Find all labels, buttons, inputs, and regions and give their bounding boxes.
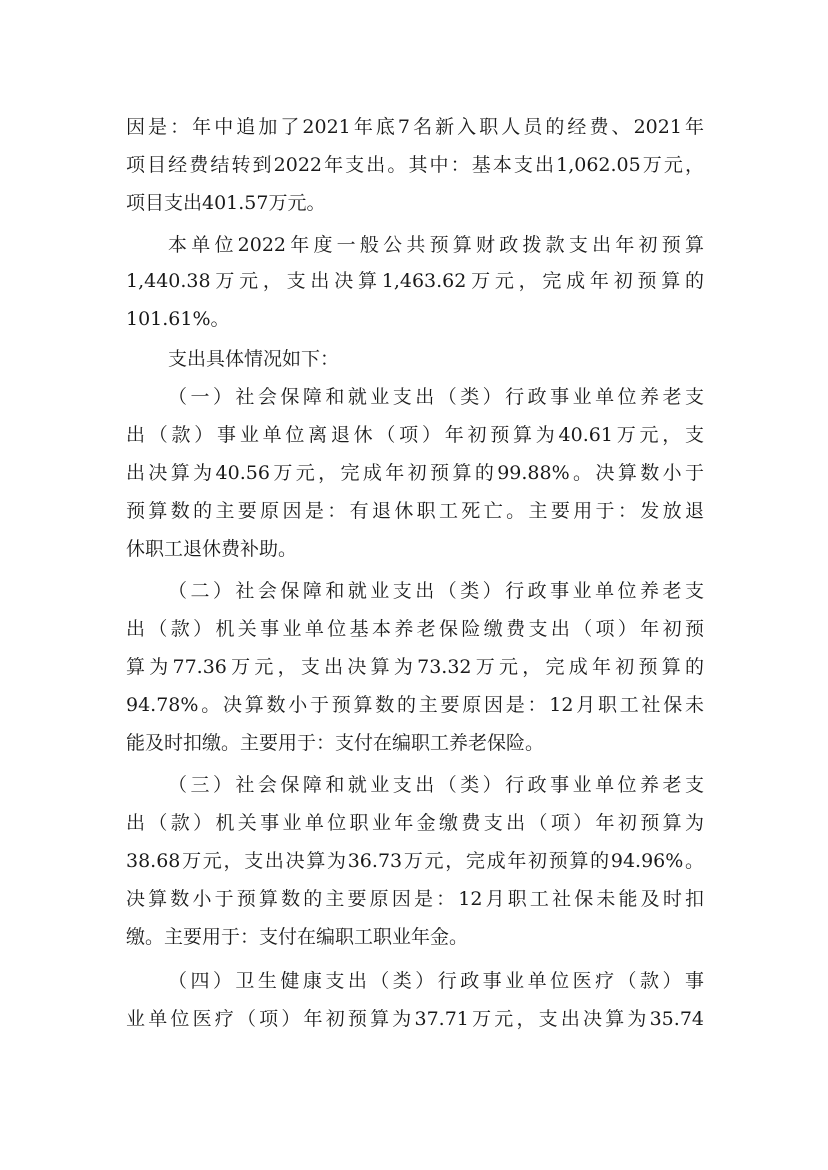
text-line-21: 决算数小于预算数的主要原因是：12月职工社保未能及时扣 [126, 888, 704, 910]
text-line-14: 出（款）机关事业单位基本养老保险缴费支出（项）年初预 [126, 618, 704, 640]
text-line-10: 出决算为40.56万元，完成年初预算的99.88%。决算数小于 [126, 462, 704, 484]
text-line-20: 38.68万元，支出决算为36.73万元，完成年初预算的94.96%。 [126, 850, 704, 872]
text-line-7: 支出具体情况如下： [168, 348, 340, 370]
text-line-1: 因是：年中追加了2021年底7名新入职人员的经费、2021年 [126, 116, 704, 138]
text-line-13: （二）社会保障和就业支出（类）行政事业单位养老支 [168, 580, 704, 602]
text-line-12: 休职工退休费补助。 [126, 538, 298, 560]
text-line-2: 项目经费结转到2022年支出。其中：基本支出1,062.05万元， [126, 154, 704, 176]
text-line-23: （四）卫生健康支出（类）行政事业单位医疗（款）事 [168, 970, 704, 992]
text-line-4: 本单位2022年度一般公共预算财政拨款支出年初预算 [168, 234, 704, 256]
text-line-15: 算为77.36万元，支出决算为73.32万元，完成年初预算的 [126, 656, 704, 678]
text-line-18: （三）社会保障和就业支出（类）行政事业单位养老支 [168, 774, 704, 796]
text-line-5: 1,440.38万元，支出决算1,463.62万元，完成年初预算的 [126, 270, 704, 292]
text-line-3: 项目支出401.57万元。 [126, 192, 326, 214]
text-line-9: 出（款）事业单位离退休（项）年初预算为40.61万元，支 [126, 424, 704, 446]
text-line-19: 出（款）机关事业单位职业年金缴费支出（项）年初预算为 [126, 812, 704, 834]
text-line-16: 94.78%。决算数小于预算数的主要原因是：12月职工社保未 [126, 694, 704, 716]
text-line-22: 缴。主要用于：支付在编职工职业年金。 [126, 926, 469, 948]
text-line-8: （一）社会保障和就业支出（类）行政事业单位养老支 [168, 386, 704, 408]
text-line-24: 业单位医疗（项）年初预算为37.71万元，支出决算为35.74 [126, 1008, 704, 1030]
text-line-17: 能及时扣缴。主要用于：支付在编职工养老保险。 [126, 732, 545, 754]
text-line-6: 101.61%。 [126, 308, 230, 330]
text-line-11: 预算数的主要原因是：有退休职工死亡。主要用于：发放退 [126, 500, 704, 522]
